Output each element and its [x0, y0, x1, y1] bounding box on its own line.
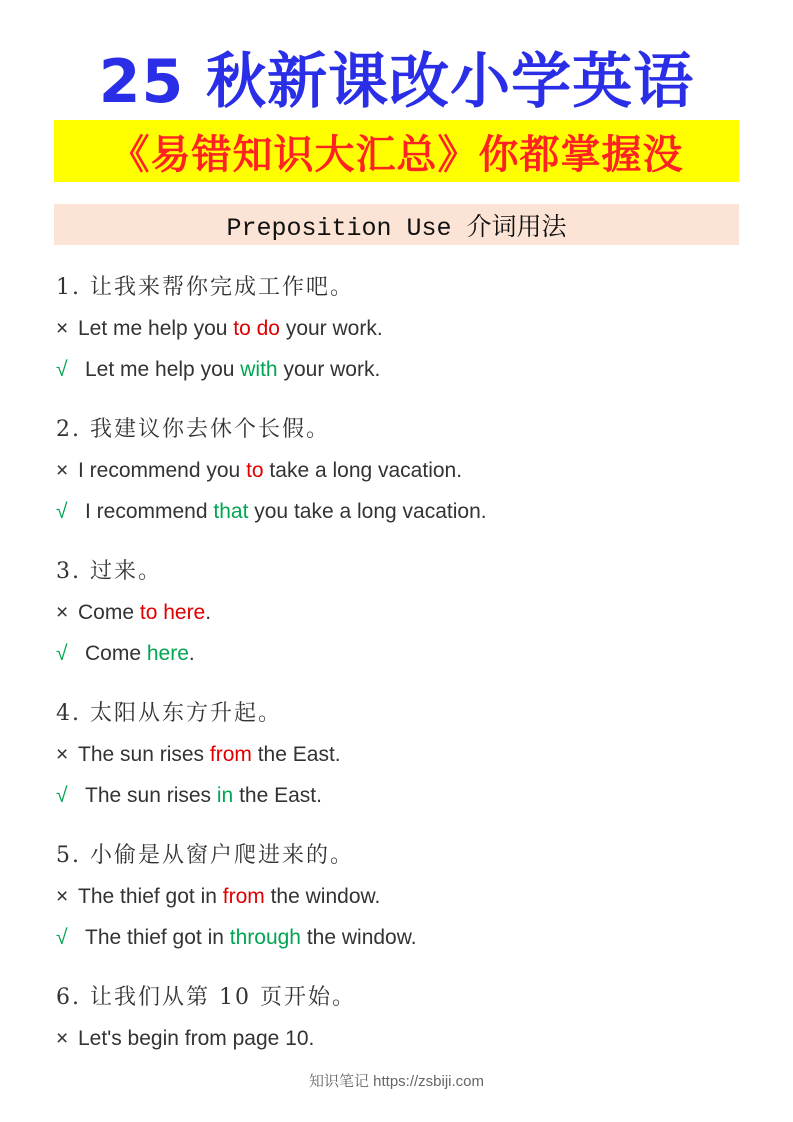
section-header	[54, 204, 739, 245]
sentence-text: Come	[85, 642, 147, 665]
sentence-text: The sun rises	[85, 784, 217, 807]
check-icon: √	[56, 358, 68, 381]
cross-icon: ×	[56, 743, 69, 766]
question-chinese: 小偷是从窗户爬进来的。	[90, 843, 355, 868]
question	[56, 694, 746, 734]
cross-icon: ×	[56, 601, 69, 624]
question-chinese: 太阳从东方升起。	[90, 701, 283, 726]
correct-highlight: here	[146, 642, 189, 665]
list-item	[56, 836, 746, 958]
wrong-sentence	[56, 450, 746, 491]
question	[56, 978, 746, 1018]
check-icon: √	[56, 500, 68, 523]
question-number: 5.	[56, 843, 81, 868]
question-chinese: 我建议你去休个长假。	[90, 417, 331, 442]
cross-icon: ×	[56, 459, 69, 482]
sentence-text: the window.	[301, 926, 417, 949]
sentence-text: The thief got in	[78, 885, 223, 908]
question-chinese: 让我来帮你完成工作吧。	[90, 275, 355, 300]
sentence-text: the East.	[233, 784, 322, 807]
sentence-text: the window.	[264, 885, 381, 908]
sentence-text: you take a long vacation.	[248, 500, 487, 523]
sentence-text: I recommend you	[78, 459, 247, 482]
sentence-text: the East.	[251, 743, 341, 766]
subtitle-banner	[54, 120, 739, 182]
footer-watermark: 知识笔记 https://zsbiji.com	[308, 1073, 485, 1090]
list-item	[56, 694, 746, 816]
page-title: 25 秋新课改小学英语	[98, 47, 695, 117]
sentence-text: take a long vacation.	[263, 459, 463, 482]
question-chinese: 过来。	[90, 559, 163, 584]
question	[56, 268, 746, 308]
question-number: 2.	[56, 417, 81, 442]
question	[56, 836, 746, 876]
cross-icon: ×	[56, 885, 69, 908]
question-chinese: 让我们从第 10 页开始。	[90, 985, 356, 1010]
sentence-text: your work.	[277, 358, 381, 381]
question	[56, 552, 746, 592]
wrong-sentence	[56, 308, 746, 349]
wrong-highlight: to do	[233, 317, 280, 340]
sentence-text: .	[205, 601, 212, 624]
sentence-text: .	[188, 642, 195, 665]
correct-highlight: through	[229, 926, 301, 949]
list-item	[56, 552, 746, 674]
list-item	[56, 268, 746, 390]
sentence-text: your work.	[279, 317, 383, 340]
correct-sentence	[56, 491, 746, 532]
sentence-text: Come	[78, 601, 140, 624]
correct-highlight: that	[213, 500, 249, 523]
wrong-highlight: to	[246, 459, 264, 482]
section-title: Preposition Use 介词用法	[226, 213, 567, 243]
list-item	[56, 410, 746, 532]
wrong-sentence	[56, 592, 746, 633]
cross-icon: ×	[56, 1027, 69, 1050]
question-number: 3.	[56, 559, 81, 584]
correct-sentence	[56, 633, 746, 674]
correct-sentence	[56, 917, 746, 958]
wrong-sentence	[56, 734, 746, 775]
correct-sentence	[56, 775, 746, 816]
check-icon: √	[56, 784, 68, 807]
sentence-text: Let me help you	[85, 358, 241, 381]
correct-highlight: in	[216, 784, 234, 807]
list-item	[56, 978, 746, 1059]
question	[56, 410, 746, 450]
correct-highlight: with	[240, 358, 278, 381]
sentence-text: The thief got in	[85, 926, 230, 949]
correct-sentence	[56, 349, 746, 390]
sentence-text: Let's begin from page 10.	[78, 1027, 315, 1050]
wrong-highlight: from	[209, 743, 252, 766]
cross-icon: ×	[56, 317, 69, 340]
check-icon: √	[56, 926, 68, 949]
subtitle: 《易错知识大汇总》你都掌握没	[109, 130, 684, 178]
question-number: 4.	[56, 701, 81, 726]
wrong-sentence	[56, 1018, 746, 1059]
wrong-sentence	[56, 876, 746, 917]
question-number: 1.	[56, 275, 81, 300]
sentence-text: The sun rises	[78, 743, 210, 766]
sentence-text: I recommend	[85, 500, 214, 523]
item-list	[56, 268, 746, 1079]
check-icon: √	[56, 642, 68, 665]
question-number: 6.	[56, 985, 81, 1010]
wrong-highlight: from	[222, 885, 265, 908]
sentence-text: Let me help you	[78, 317, 234, 340]
wrong-highlight: to here	[139, 601, 206, 624]
